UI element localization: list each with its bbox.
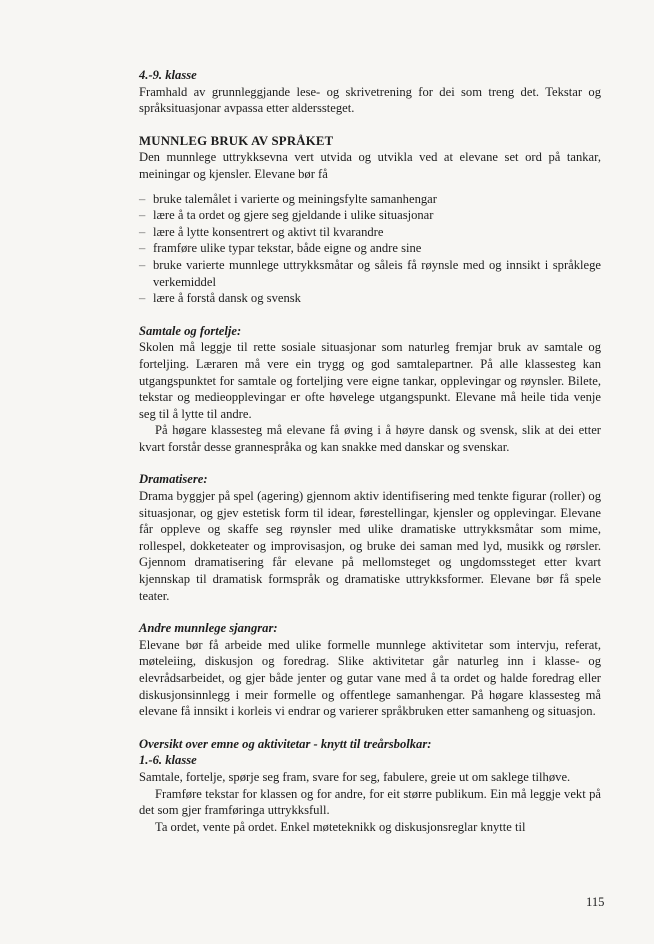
list-item: – lære å forstå dansk og svensk <box>139 290 601 307</box>
list-item: – lære å lytte konsentrert og aktivt til kvarandre <box>139 224 601 241</box>
subheading-1-6-klasse: 1.-6. klasse <box>139 753 197 768</box>
list-item: – framføre ulike typar tekstar, både eigne og andre sine <box>139 240 601 257</box>
paragraph-oversikt-1: Samtale, fortelje, spørje seg fram, svare for seg, fabulere, greie ut om saklege tilhøve. <box>139 769 571 784</box>
section-heading-oversikt: Oversikt over emne og aktivitetar - knytt til treårsbolkar: <box>139 736 432 751</box>
paragraph-samtale-2: På høgare klassesteg må elevane få øving i å høyre dansk og svensk, slik at dei etter kvart forstår desse grannespråka og kan snakke med danskar og svenskar. <box>139 423 601 454</box>
paragraph-4-9-klasse: Framhald av grunnleggjande lese- og skrivetrening for dei som treng det. Tekstar og språksituasjonar avpassa etter alderssteget. <box>139 84 601 116</box>
paragraph-oversikt-2: Framføre tekstar for klassen og for andre, for eit større publikum. Ein må leggje vekt på det som gjer framføringa uttrykksfull. <box>139 786 601 818</box>
section-heading-4-9-klasse: 4.-9. klasse <box>139 68 197 82</box>
paragraph-oversikt-3: Ta ordet, vente på ordet. Enkel møteteknikk og diskusjonsreglar knytte til <box>155 819 526 834</box>
list-item: – bruke varierte munnlege uttrykksmåtar og såleis få røynsle med og innsikt i språklege verkemiddel <box>139 257 601 290</box>
paragraph-dramatisere: Drama byggjer på spel (agering) gjennom aktiv identifisering med tenkte figurar (roller) og situasjonar, og gjev estetisk form til idear, førestellingar, kjensler og opplevingar. Elevane får oppleve og skaffe seg røynsler med ulike dramatiske uttrykksmåtar som mime, rollespel, dokketeater og improvisasjon, og bruke dei saman med lyd, musikk og rørsler. Gjennom dramatisering får elevane på mellomsteget og ungdomssteget etter kvart kjennskap til dramatisk formspråk og dramatiske uttrykksformer. Elevane bør få spele teater. <box>139 489 601 603</box>
section-heading-samtale: Samtale og forteljе: <box>139 323 242 338</box>
section-heading-dramatisere: Dramatisere: <box>139 472 208 487</box>
paragraph-andre-sjangrar: Elevane bør få arbeide med ulike formelle munnlege aktivitetar som intervju, referat, møteleiing, diskusjon og foredrag. Slike aktivitetar går naturleg inn i klasse- og elevrådsarbeidet, og gjer både jenter og gutar vane med å ta ordet og halde foredrag eller diskusjonsinnlegg i meir formelle og offentlege samanhengar. På høgare klassesteg må elevane få innsikt i korleis vi endrar og varierer språkbruken etter samanheng og situasjon. <box>139 637 601 719</box>
goal-list <box>139 191 601 307</box>
paragraph-munnleg-intro: Den munnlege uttrykksevna vert utvida og utvikla ved at elevane set ord på tankar, meiningar og kjensler. Elevane bør få <box>139 150 601 181</box>
list-item: – lære å ta ordet og gjere seg gjeldande i ulike situasjonar <box>139 207 601 224</box>
page-content <box>139 67 601 835</box>
list-item: – bruke talemålet i varierte og meiningsfylte samanhengar <box>139 191 601 208</box>
section-heading-andre-sjangrar: Andre munnlege sjangrar: <box>139 621 278 636</box>
page-number: 115 <box>586 895 605 909</box>
paragraph-samtale-1: Skolen må leggje til rette sosiale situasjonar som naturleg fremjar bruk av samtale og forteljing. Læraren må vere ein trygg og god samtalepartner. På alle klassesteg kan utgangspunktet for samtale og forteljing vere eigne tankar, opplevingar og røynsler. Bilete, tekstar og medieopplevingar er ofte høvelege utgangspunkt. Elevane må heile tida venje seg til å lytte til andre. <box>139 340 601 421</box>
section-heading-munnleg-bruk: MUNNLEG BRUK AV SPRÅKET <box>139 133 334 148</box>
